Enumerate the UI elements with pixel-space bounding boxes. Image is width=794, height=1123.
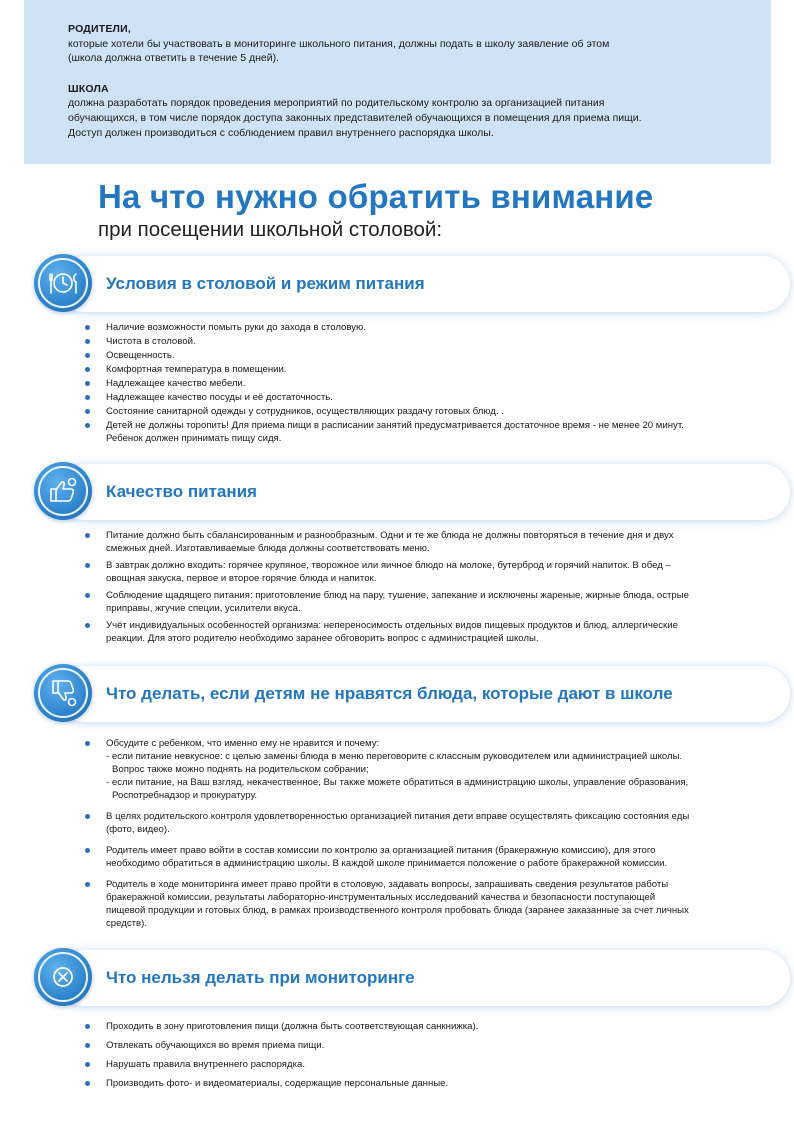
list-item: Соблюдение щадящего питания: приготовление блюд на пару, тушение, запекание и исключены жареные, жирные блюда, острые приправы, жгучие специи, усилители вкуса.	[84, 589, 756, 615]
school-block	[68, 82, 727, 140]
thumbs-up-icon	[34, 462, 92, 520]
section-list-quality	[84, 529, 756, 645]
section-list-conditions	[84, 321, 756, 445]
list-item: Наличие возможности помыть руки до захода в столовую.	[84, 321, 756, 334]
section-list-forbidden	[84, 1020, 756, 1090]
list-item: Родитель имеет право войти в состав комиссии по контролю за организацией питания (бракеражную комиссию), для этого необходимо обратиться в администрацию школы. В каждой школе принимается положение о работе бракеражной комиссии.	[84, 844, 756, 870]
list-item: Отвлекать обучающихся во время приема пищи.	[84, 1039, 756, 1052]
list-item: Родитель в ходе мониторинга имеет право пройти в столовую, задавать вопросы, запрашивать сведения результатов работы бракеражной комиссии, результаты лабораторно-инструментальных исследований качества и безопасности поступающей пищевой продукции и готовых блюд, в рамках производственного контроля пробовать блюда (заранее заказанные за счет личных средств).	[84, 878, 756, 930]
page-title: На что нужно обратить внимание	[98, 178, 654, 215]
parents-text-line: которые хотели бы участвовать в мониторинге школьного питания, должны подать в школу заявление об этом	[68, 37, 610, 50]
list-item: Нарушать правила внутреннего распорядка.	[84, 1058, 756, 1071]
parents-block	[68, 22, 727, 66]
list-item: Детей не должны торопить! Для приема пищи в расписании занятий предусматривается достаточное время - не менее 20 минут. Ребенок должен принимать пищу сидя.	[84, 419, 756, 445]
school-heading: ШКОЛА	[68, 82, 109, 95]
school-text-line: должна разработать порядок проведения мероприятий по родительскому контролю за организацией питания	[68, 97, 605, 110]
list-item: Состояние санитарной одежды у сотрудников, осуществляющих раздачу готовых блюд. .	[84, 405, 756, 418]
list-item: Надлежащее качество мебели.	[84, 377, 756, 390]
thumbs-down-icon	[34, 664, 92, 722]
list-item: Учёт индивидуальных особенностей организма: непереносимость отдельных видов пищевых продуктов и блюд, аллергические реакции. Для этого родителю необходимо заранее обговорить вопрос с администрацией школы.	[84, 619, 756, 645]
school-text-line: обучающихся, в том числе порядок доступа законных представителей обучающихся в помещения для приема пищи.	[68, 111, 642, 124]
section-title: Что нельзя делать при мониторинге	[106, 968, 415, 987]
list-item: В завтрак должно входить: горячее крупяное, творожное или яичное блюдо на молоке, бутерброд и горячий напиток. В обед – овощная закуска, первое и второе горячие блюда и напиток.	[84, 559, 756, 585]
list-item: Питание должно быть сбалансированным и разнообразным. Одни и те же блюда не должны повторяться в течение дня и двух смежных дней. Изготавливаемые блюда должны соответствовать меню.	[84, 529, 756, 555]
cross-icon	[34, 948, 92, 1006]
intro-box	[24, 0, 771, 164]
list-item: Чистота в столовой.	[84, 335, 756, 348]
section-title: Что делать, если детям не нравятся блюда, которые дают в школе	[106, 684, 673, 703]
list-item: В целях родительского контроля удовлетворенностью организацией питания дети вправе осуществлять фиксацию состояния еды (фото, видео).	[84, 810, 756, 836]
parents-text-line: (школа должна ответить в течение 5 дней).	[68, 52, 280, 65]
section-list-dislike	[84, 737, 756, 930]
parents-heading: РОДИТЕЛИ,	[68, 23, 131, 35]
plate-clock-icon	[34, 254, 92, 312]
list-item: Проходить в зону приготовления пищи (должна быть соответствующая санкнижка).	[84, 1020, 756, 1033]
list-item: Освещенность.	[84, 349, 756, 362]
school-text-line: Доступ должен производиться с соблюдением правил внутреннего распорядка школы.	[68, 126, 494, 139]
list-item: Комфортная температура в помещении.	[84, 363, 756, 376]
section-title: Условия в столовой и режим питания	[106, 274, 425, 293]
page-subtitle: при посещении школьной столовой:	[98, 218, 443, 241]
list-item: Производить фото- и видеоматериалы, содержащие персональные данные.	[84, 1077, 756, 1090]
list-item: Надлежащее качество посуды и её достаточность.	[84, 391, 756, 404]
section-title: Качество питания	[106, 482, 257, 501]
list-item: Обсудите с ребенком, что именно ему не нравится и почему: - если питание невкусное: с целью замены блюда в меню переговорите с классным руководителем или администрацией школы. Вопрос также можно поднять на родительском собрании; - если питание, на Ваш взгляд, некачественное, Вы также можете обратиться в администрацию школы, управление образования, Роспотребнадзор и прокуратуру.	[84, 737, 756, 802]
